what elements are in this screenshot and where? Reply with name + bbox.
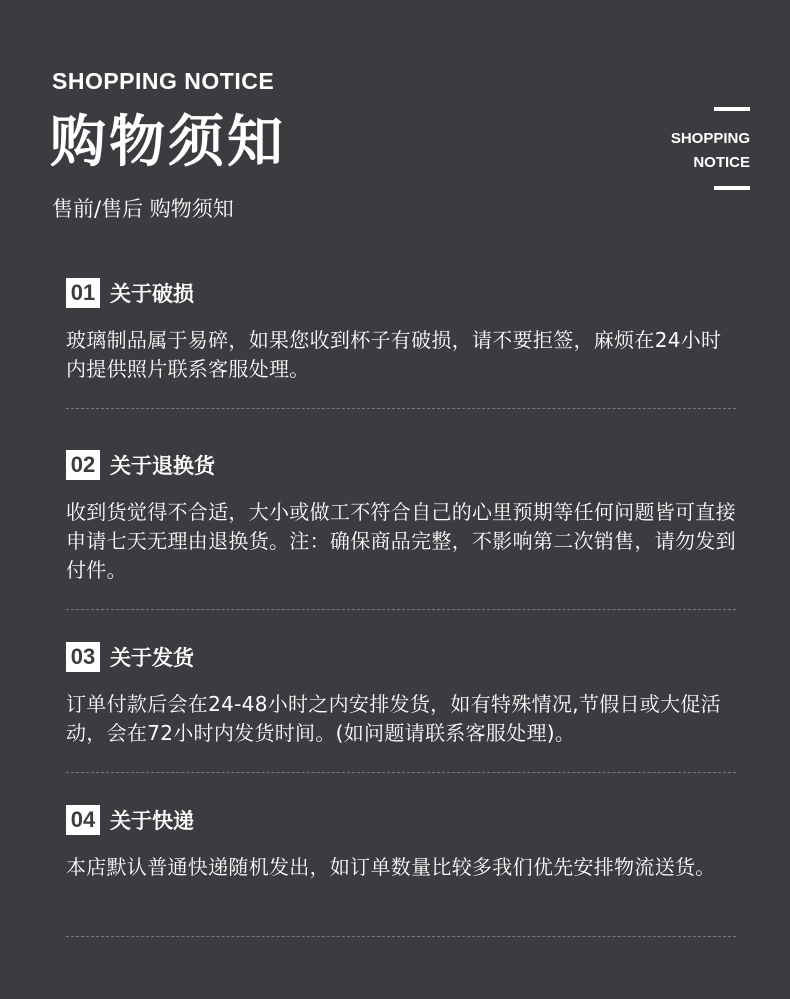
- section-header: [66, 278, 736, 308]
- badge-line-1: SHOPPING: [670, 130, 750, 147]
- badge-bottom-bar: [714, 186, 750, 190]
- badge-top-bar: [714, 107, 750, 111]
- section-title: 关于破损: [110, 282, 194, 306]
- section-body: 订单付款后会在24-48小时之内安排发货，如有特殊情况,节假日或大促活动，会在72小时内发货时间。(如问题请联系客服处理)。: [66, 692, 721, 745]
- section-returns: [66, 450, 736, 585]
- section-damage: [66, 278, 736, 384]
- divider: [66, 936, 736, 937]
- section-body: 收到货觉得不合适，大小或做工不符合自己的心里预期等任何问题皆可直接申请七天无理由退换货。注：确保商品完整，不影响第二次销售，请勿发到付件。: [66, 500, 736, 582]
- section-body: 本店默认普通快递随机发出，如订单数量比较多我们优先安排物流送货。: [66, 855, 716, 879]
- section-courier: [66, 805, 736, 882]
- section-header: [66, 642, 736, 672]
- section-body: 玻璃制品属于易碎，如果您收到杯子有破损，请不要拒签，麻烦在24小时内提供照片联系客服处理。: [66, 328, 722, 381]
- divider: [66, 609, 736, 610]
- section-header: [66, 805, 736, 835]
- en-title: SHOPPING NOTICE: [52, 68, 275, 94]
- section-number: 04: [66, 805, 100, 835]
- page-title: 购物须知: [50, 110, 286, 175]
- subtitle: 售前/售后 购物须知: [52, 197, 234, 221]
- divider: [66, 772, 736, 773]
- section-number: 03: [66, 642, 100, 672]
- section-number: 01: [66, 278, 100, 308]
- badge-line-2: NOTICE: [693, 154, 750, 171]
- section-header: [66, 450, 736, 480]
- section-title: 关于发货: [110, 646, 194, 670]
- shopping-notice-badge: [630, 107, 750, 190]
- section-title: 关于快递: [110, 809, 194, 833]
- divider: [66, 408, 736, 409]
- section-shipping: [66, 642, 736, 748]
- section-title: 关于退换货: [110, 454, 215, 478]
- section-number: 02: [66, 450, 100, 480]
